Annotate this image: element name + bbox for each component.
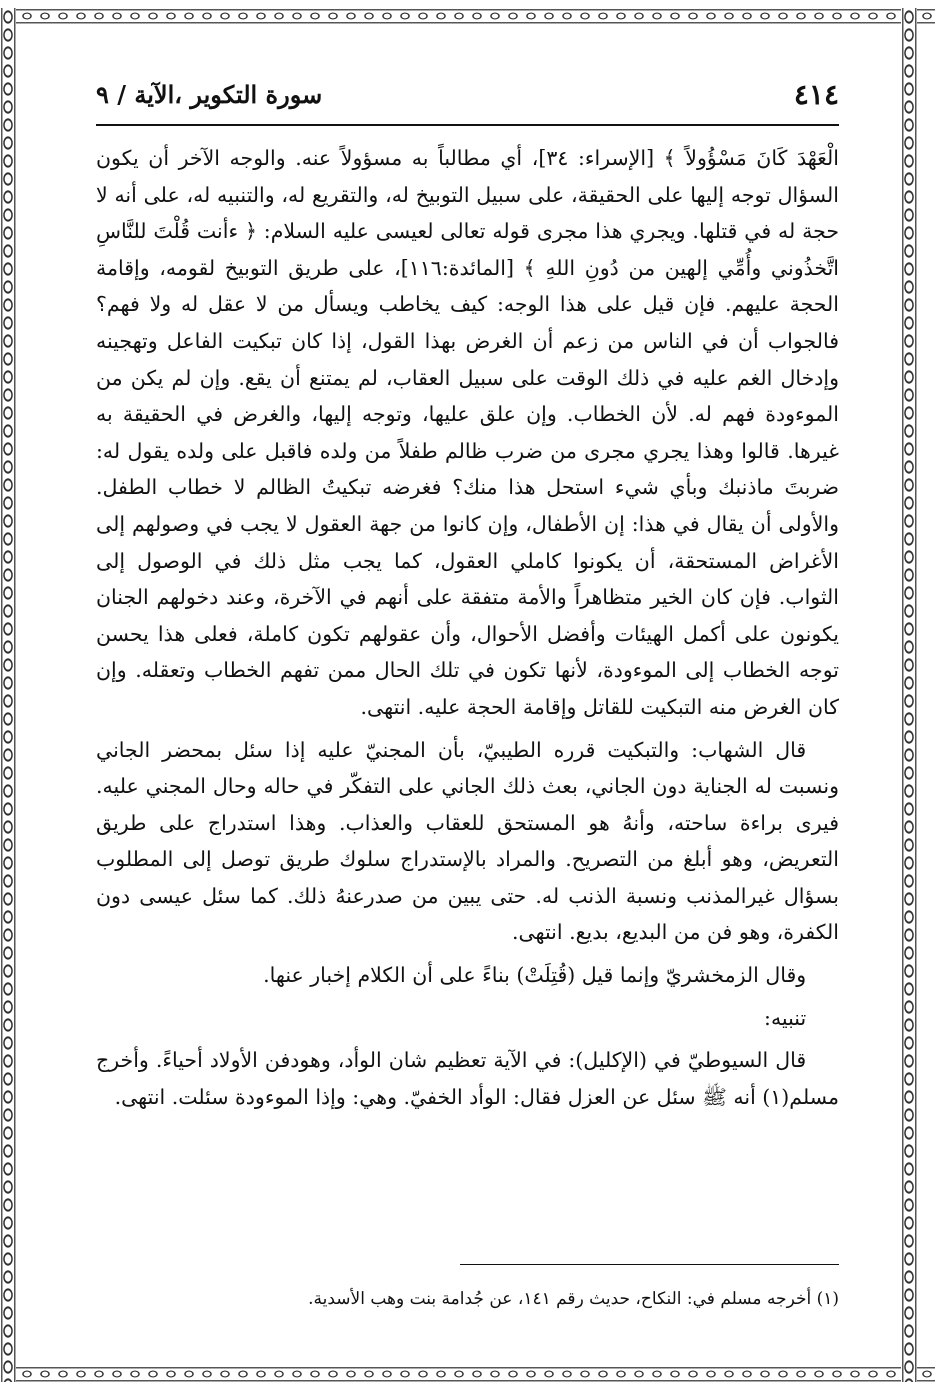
header-rule [96, 124, 839, 126]
paragraph-5: قال السيوطيّ في (الإكليل): في الآية تعظيم شان الوأد، وهودفن الأولاد أحياءً. وأخرج مسلم(١) أنه ﷺ سئل عن العزل فقال: الوأد الخفيّ. وهي: وإذا الموءودة سئلت. انتهى. [96, 1048, 839, 1109]
footnote-rule [460, 1264, 839, 1265]
paragraph-2: قال الشهاب: والتبكيت قرره الطيبيّ، بأن المجنيّ عليه إذا سئل بمحضر الجاني ونسبت له الجناية دون الجاني، بعث ذلك الجاني على التفكّر في حاله وحال المجني عليه. فيرى براءة ساحته، وأنهُ هو المستحق للعقاب والعذاب. وهذا استدراج على طريق التعريض، وهو أبلغ من التصريح. والمراد بالإستدراج سلوك طريق توصل إلى المطلوب بسؤال غيرالمذنب ونسبة الذنب له. حتى يبين من صدرعنهُ ذلك. كما سئل عيسى دون الكفرة، وهو فن من البديع، بديع. انتهى. [96, 737, 839, 945]
chain-border-bottom [0, 1366, 935, 1382]
main-text [96, 140, 839, 1115]
paragraph-1: الْعَهْدَ كَانَ مَسْؤُولاً ﴾ [الإسراء: ٣٤]، أي مطالباً به مسؤولاً عنه. والوجه الآخر أن يكون السؤال توجه إليها على الحقيقة، على سبيل التوبيخ له، والتقريع له، والتنبيه له، على أنه لا حجة له في قتلها. ويجري هذا مجرى قوله تعالى لعيسى عليه السلام: ﴿ ءأنت قُلْتَ للنَّاسِ اتَّخذُوني وأُمِّي إلهين من دُونِ اللهِ ﴾ [المائدة:١١٦]، على طريق التوبيخ لقومه، وإقامة الحجة عليهم. فإن قيل على هذا الوجه: كيف يخاطب ويسأل من لا عقل له ولا فهم؟ فالجواب أن في الناس من زعم أن الغرض بهذا القول، إذا كان تبكيت الفاعل وتهجينه وإدخال الغم عليه في ذلك الوقت على سبيل العقاب، لم يمتنع أن يقع. وإن لم يكن من الموءودة فهم له. لأن الخطاب. وإن علق عليها، وتوجه إليها، والغرض في الحقيقة به غيرها. قالوا وهذا يجري مجرى من ضرب ظالم طفلاً من ولده فاقبل على ولده يقول له: ضربتَ ماذنبك وبأي شيء استحل هذا منك؟ فغرضه تبكيتُ الظالم لا خطاب الطفل. والأولى أن يقال في هذا: إن الأطفال، وإن كانوا من جهة العقول لا يجب في وصولهم إلى الأغراض المستحقة، أن يكونوا كاملي العقول، كما يجب مثل ذلك في الوصول إلى الثواب. فإن كان الخير متظاهراً والأمة متفقة على أنهم في الآخرة، وعند دخولهم الجنان يكونون على أكمل الهيئات وأفضل الأحوال، وأن عقولهم تكون كاملة، فعلى هذا يحسن توجه الخطاب إلى الموءودة، لأنها تكون في تلك الحال ممن تفهم الخطاب وتعقله. وإن كان الغرض منه التبكيت للقاتل وإقامة الحجة عليه. انتهى. [96, 146, 839, 719]
running-title: سورة التكوير ،الآية / ٩ [96, 80, 323, 109]
chain-border-right [901, 8, 917, 1382]
chain-border-top [0, 8, 935, 24]
page-header [96, 78, 839, 114]
paragraph-3: وقال الزمخشريّ وإنما قيل (قُتِلَتْ) بناءً على أن الكلام إخبار عنها. [263, 963, 807, 988]
chain-border-left [0, 8, 16, 1382]
page-number: ٤١٤ [793, 78, 839, 111]
notice-heading: تنبيه: [764, 1005, 807, 1030]
footnote: (١) أخرجه مسلم في: النكاح، حديث رقم ١٤١، عن جُدامة بنت وهب الأسدية. [308, 1289, 839, 1309]
